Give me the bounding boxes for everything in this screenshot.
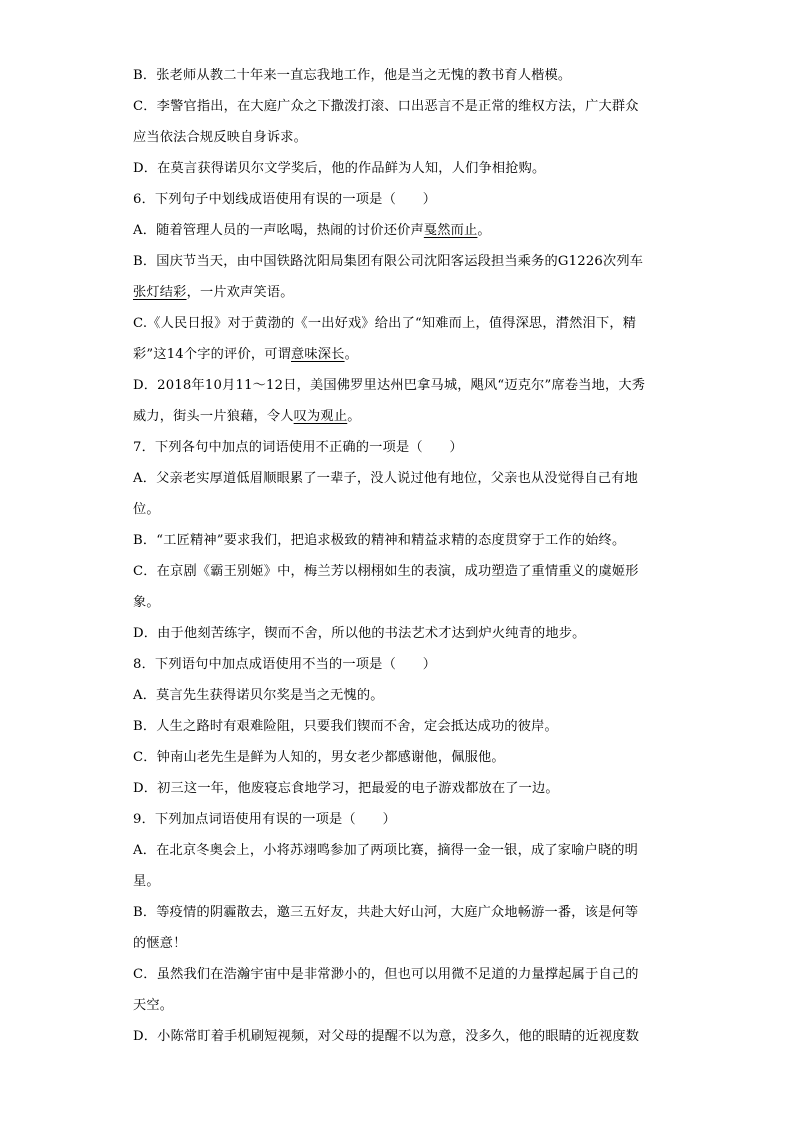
text-part: 。 bbox=[344, 347, 358, 362]
question-6-stem: 6．下列句子中划线成语使用有误的一项是（ ） bbox=[133, 192, 437, 207]
text-part: 威力，街头一片狼藉，令人 bbox=[133, 409, 294, 424]
text-line: D．在莫言获得诺贝尔文学奖后，他的作品鲜为人知，人们争相抢购。 bbox=[133, 161, 546, 176]
text-line: C.《人民日报》对于黄渤的《一出好戏》给出了“知难而上，值得深思，潸然泪下，精 bbox=[133, 316, 637, 331]
text-line: A．莫言先生获得诺贝尔奖是当之无愧的。 bbox=[133, 688, 384, 703]
text-line: D．小陈常盯着手机刷短视频，对父母的提醒不以为意，没多久，他的眼睛的近视度数 bbox=[133, 1029, 640, 1044]
text-line: 象。 bbox=[133, 595, 160, 610]
text-line bbox=[133, 345, 663, 365]
text-line: C．虽然我们在浩瀚宇宙中是非常渺小的，但也可以用微不足道的力量撑起属于自己的 bbox=[133, 967, 639, 982]
underlined-idiom: 张灯结彩 bbox=[133, 285, 187, 300]
text-line: 的惬意！ bbox=[133, 936, 187, 951]
text-part: A．随着管理人员的一声吆喝，热闹的讨价还价声 bbox=[133, 223, 424, 238]
text-part: 。 bbox=[347, 409, 361, 424]
text-line: C．钟南山老先生是鲜为人知的，男女老少都感谢他，佩服他。 bbox=[133, 750, 505, 765]
text-line bbox=[133, 407, 663, 427]
text-line: 星。 bbox=[133, 874, 160, 889]
text-line: B．人生之路时有艰难险阻，只要我们锲而不舍，定会抵达成功的彼岸。 bbox=[133, 719, 558, 734]
question-7-stem: 7．下列各句中加点的词语使用不正确的一项是（ ） bbox=[133, 440, 463, 455]
text-line: A．父亲老实厚道低眉顺眼累了一辈子，没人说过他有地位，父亲也从没觉得自己有地 bbox=[133, 471, 639, 486]
text-part: 。 bbox=[477, 223, 491, 238]
text-line: C．李警官指出，在大庭广众之下撒泼打滚、口出恶言不是正常的维权方法，广大群众 bbox=[133, 99, 639, 114]
question-9-stem: 9．下列加点词语使用有误的一项是（ ） bbox=[133, 812, 396, 827]
text-line: B．“工匠精神”要求我们，把追求极致的精神和精益求精的态度贯穿于工作的始终。 bbox=[133, 533, 626, 548]
text-line: 应当依法合规反映自身诉求。 bbox=[133, 130, 308, 145]
text-line: C．在京剧《霸王别姬》中，梅兰芳以栩栩如生的表演，成功塑造了重情重义的虞姬形 bbox=[133, 564, 639, 579]
text-line: 天空。 bbox=[133, 998, 174, 1013]
text-line bbox=[133, 221, 663, 241]
text-line: B．国庆节当天，由中国铁路沈阳局集团有限公司沈阳客运段担当乘务的G1226次列车 bbox=[133, 254, 644, 269]
underlined-idiom: 戛然而止 bbox=[423, 223, 478, 238]
text-line: B．等疫情的阴霾散去，邀三五好友，共赴大好山河，大庭广众地畅游一番，该是何等 bbox=[133, 905, 639, 920]
text-line: D．由于他刻苦练字，锲而不舍，所以他的书法艺术才达到炉火纯青的地步。 bbox=[133, 626, 586, 641]
text-line: 位。 bbox=[133, 502, 160, 517]
underlined-idiom: 叹为观止 bbox=[293, 409, 348, 424]
text-line: D．初三这一年，他废寝忘食地学习，把最爱的电子游戏都放在了一边。 bbox=[133, 781, 559, 796]
text-part: ，一片欢声笑语。 bbox=[186, 285, 294, 300]
text-line bbox=[133, 283, 663, 303]
text-line: A．在北京冬奥会上，小将苏翊鸣参加了两项比赛，摘得一金一银，成了家喻户晓的明 bbox=[133, 843, 639, 858]
text-part: 彩”这14个字的评价，可谓 bbox=[133, 347, 291, 362]
text-line: D．2018年10月11～12日，美国佛罗里达州巴拿马城，飓风“迈克尔”席卷当地，大秀 bbox=[133, 378, 646, 393]
question-8-stem: 8．下列语句中加点成语使用不当的一项是（ ） bbox=[133, 657, 437, 672]
text-line: B．张老师从教二十年来一直忘我地工作，他是当之无愧的教书育人楷模。 bbox=[133, 68, 572, 83]
underlined-idiom: 意味深长 bbox=[291, 347, 345, 362]
